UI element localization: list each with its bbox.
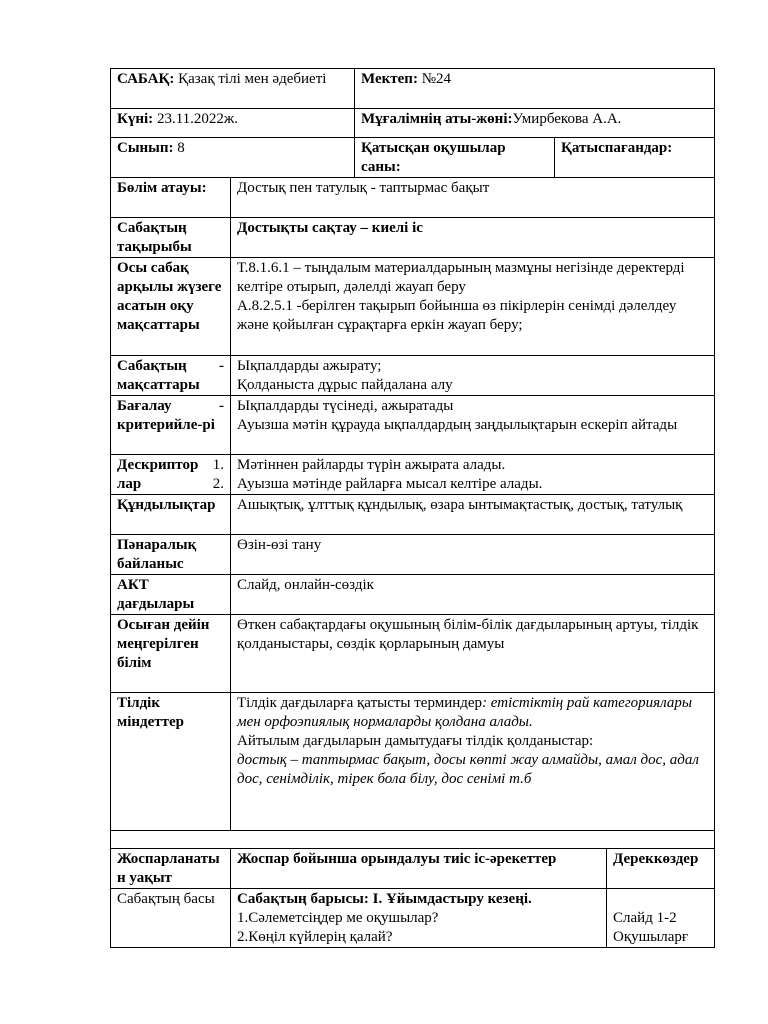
criteria-label-a: Бағалау bbox=[117, 398, 172, 414]
lesson-value: Қазақ тілі мен әдебиеті bbox=[178, 71, 327, 87]
absent-cell: Қатыспағандар: bbox=[555, 138, 715, 178]
criteria-1: Ықпалдарды түсінеді, ажыратады bbox=[237, 398, 454, 414]
school-value: №24 bbox=[421, 71, 452, 87]
class-cell bbox=[111, 138, 355, 178]
section-label: Бөлім атауы: bbox=[111, 178, 231, 218]
plan-row-start-time: Сабақтың басы bbox=[111, 889, 231, 948]
descriptors-label bbox=[111, 455, 231, 495]
language-paragraph-3: достық – таптырмас бақыт, досы көпті жау алмайды, амал дос, адал дос, сенімділік, тірек бола білу, дос сенімі т.б bbox=[237, 752, 699, 787]
criteria-value bbox=[231, 396, 715, 455]
lesson-plan bbox=[110, 68, 714, 948]
row-program-objectives bbox=[111, 258, 715, 356]
topic-label: Сабақтың тақырыбы bbox=[111, 218, 231, 258]
row-spacer bbox=[111, 831, 715, 849]
header-row-lesson bbox=[111, 69, 715, 109]
lesson-objective-2: Қолданыста дұрыс пайдалана алу bbox=[237, 377, 453, 393]
plan-header-row bbox=[111, 849, 715, 889]
plan-source-2: Оқушыларғ bbox=[613, 929, 689, 945]
row-language bbox=[111, 693, 715, 831]
prior-knowledge-value: Өткен сабақтардағы оқушының білім-білік дағдыларының артуы, тілдік қолданыстары, сөздік қорларының дамуы bbox=[231, 615, 715, 693]
topic-value: Достықты сақтау – киелі іс bbox=[231, 218, 715, 258]
language-p1-italic: : етістіктің рай категориялары мен орфоэпиялық нормаларды қолдана алады. bbox=[237, 695, 693, 730]
language-p1-plain: Тілдік дағдыларға қатысты терминдер bbox=[237, 695, 483, 711]
row-prior-knowledge bbox=[111, 615, 715, 693]
class-label: Сынып: bbox=[117, 140, 174, 156]
descriptors-value bbox=[231, 455, 715, 495]
lesson-objectives-label bbox=[111, 356, 231, 396]
teacher-cell bbox=[355, 109, 715, 138]
header-row-class bbox=[111, 138, 715, 178]
teacher-label: Мұғалімнің аты-жөні: bbox=[361, 111, 513, 127]
descriptors-label-b: лар bbox=[117, 476, 142, 492]
present-cell: Қатысқан оқушылар саны: bbox=[355, 138, 555, 178]
class-value: 8 bbox=[177, 140, 185, 156]
language-label: Тілдік міндеттер bbox=[111, 693, 231, 831]
spacer-cell bbox=[111, 831, 715, 849]
plan-question-1: 1.Сәлеметсіңдер ме оқушылар? bbox=[237, 910, 439, 926]
lesson-label: САБАҚ: bbox=[117, 71, 175, 87]
teacher-value: Умирбекова А.А. bbox=[512, 111, 622, 127]
header-row-date bbox=[111, 109, 715, 138]
descriptor-1: Мәтіннен райларды түрін ажырата алады. bbox=[237, 457, 506, 473]
date-label: Күні: bbox=[117, 111, 154, 127]
descriptors-num-1: 1. bbox=[212, 457, 224, 473]
row-crosscurricular bbox=[111, 535, 715, 575]
row-criteria bbox=[111, 396, 715, 455]
row-section bbox=[111, 178, 715, 218]
section-value: Достық пен татулық - таптырмас бақыт bbox=[231, 178, 715, 218]
school-label: Мектеп: bbox=[361, 71, 418, 87]
lesson-objectives-label-dash: - bbox=[219, 358, 224, 374]
criteria-label bbox=[111, 396, 231, 455]
date-cell bbox=[111, 109, 355, 138]
lesson-objectives-label-b: мақсаттары bbox=[117, 377, 200, 393]
descriptors-num-2: 2. bbox=[212, 476, 224, 492]
criteria-2: Ауызша мәтін құрауда ықпалдардың заңдылықтарын ескеріп айтады bbox=[237, 417, 678, 433]
crosscurricular-value: Өзін-өзі тану bbox=[231, 535, 715, 575]
program-objectives-value bbox=[231, 258, 715, 356]
row-topic bbox=[111, 218, 715, 258]
lesson-objective-1: Ықпалдарды ажырату; bbox=[237, 358, 382, 374]
lesson-objectives-label-a: Сабақтың bbox=[117, 358, 187, 374]
program-objectives-label: Осы сабақ арқылы жүзеге асатын оқу мақсаттары bbox=[111, 258, 231, 356]
lesson-plan-table bbox=[110, 68, 715, 948]
program-objective-1: Т.8.1.6.1 – тыңдалым материалдарының мазмұны негізінде деректерді келтіре отырып, дәлелді жауап беру bbox=[237, 260, 685, 295]
plan-row-start bbox=[111, 889, 715, 948]
plan-col-time: Жоспарланатын уақыт bbox=[111, 849, 231, 889]
language-paragraph-2: Айтылым дағдыларын дамытудағы тілдік қолданыстар: bbox=[237, 733, 594, 749]
prior-knowledge-label: Осыған дейін меңгерілген білім bbox=[111, 615, 231, 693]
lesson-cell bbox=[111, 69, 355, 109]
language-value bbox=[231, 693, 715, 831]
row-ict bbox=[111, 575, 715, 615]
descriptor-2: Ауызша мәтінде райларға мысал келтіре алады. bbox=[237, 476, 543, 492]
lesson-objectives-value bbox=[231, 356, 715, 396]
criteria-label-b: критерийле-рі bbox=[117, 417, 215, 433]
plan-row-start-actions bbox=[231, 889, 607, 948]
ict-label: АКТ дағдылары bbox=[111, 575, 231, 615]
crosscurricular-label: Пәнаралық байланыс bbox=[111, 535, 231, 575]
plan-question-2: 2.Көңіл күйлерің қалай? bbox=[237, 929, 393, 945]
ict-value: Слайд, онлайн-сөздік bbox=[231, 575, 715, 615]
language-paragraph-1 bbox=[237, 694, 708, 732]
values-value: Ашықтық, ұлттық құндылық, өзара ынтымақтастық, достық, татулық bbox=[231, 495, 715, 535]
descriptors-label-a: Дескриптор bbox=[117, 457, 199, 473]
school-cell bbox=[355, 69, 715, 109]
row-lesson-objectives bbox=[111, 356, 715, 396]
plan-col-sources: Дереккөздер bbox=[607, 849, 715, 889]
plan-stage-title: Сабақтың барысы: І. Ұйымдастыру кезеңі. bbox=[237, 891, 532, 907]
program-objective-2: А.8.2.5.1 -берілген тақырып бойынша өз пікірлерін сенімді дәлелдеу және қойылған сұрақтарға еркін жауап беру; bbox=[237, 298, 677, 333]
plan-source-1: Слайд 1-2 bbox=[613, 910, 677, 926]
plan-col-actions: Жоспар бойынша орындалуы тиіс іс-әрекеттер bbox=[231, 849, 607, 889]
row-descriptors bbox=[111, 455, 715, 495]
plan-row-start-sources bbox=[607, 889, 715, 948]
row-values bbox=[111, 495, 715, 535]
values-label: Құндылықтар bbox=[111, 495, 231, 535]
date-value: 23.11.2022ж. bbox=[156, 111, 238, 127]
criteria-label-dash: - bbox=[219, 398, 224, 414]
